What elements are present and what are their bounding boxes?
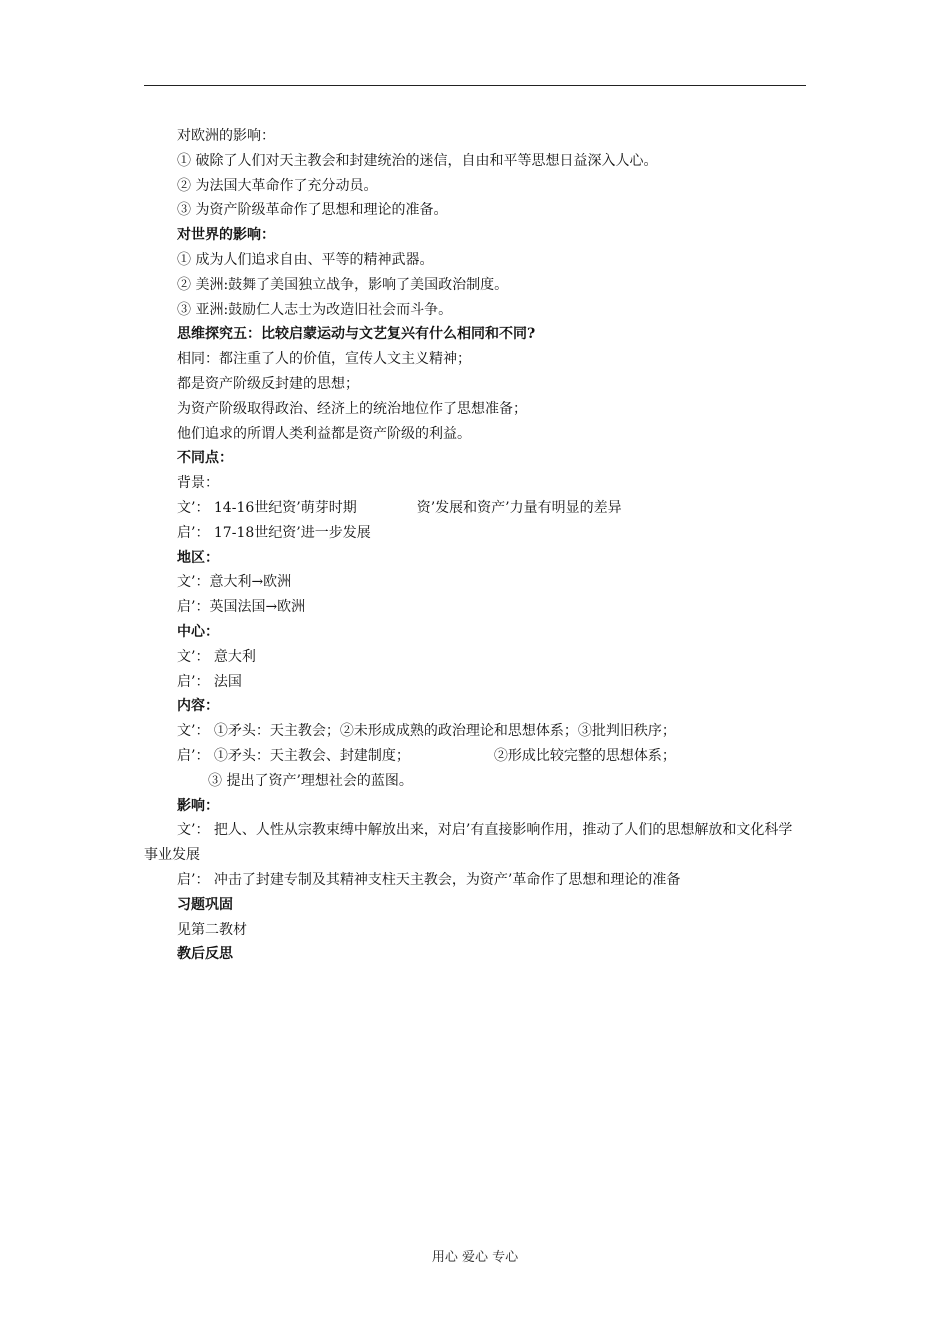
region-renaissance: 文’：意大利→欧洲 <box>177 574 292 591</box>
page-footer: 用心 爱心 专心 <box>431 1250 519 1265</box>
difference-heading: 不同点： <box>177 450 233 467</box>
impact-renaissance: 文’： 把人、人性从宗教束缚中解放出来，对启’有直接影响作用，推动了人们的思想解放和文化科学事业发展 <box>144 822 793 864</box>
center-renaissance: 文’： 意大利 <box>177 648 256 665</box>
same-point-4: 他们追求的所谓人类利益都是资产阶级的利益。 <box>177 425 471 442</box>
exercise-heading: 习题巩固 <box>177 896 233 913</box>
region-enlightenment: 启’：英国法国→欧洲 <box>177 599 306 616</box>
background-enlightenment: 启’： 17-18世纪资’进一步发展 <box>177 524 371 541</box>
center-enlightenment: 启’： 法国 <box>177 673 242 690</box>
same-point-2: 都是资产阶级反封建的思想； <box>177 375 359 392</box>
europe-heading: 对欧洲的影响： <box>177 128 275 144</box>
center-heading: 中心： <box>177 623 219 640</box>
same-point-1: 相同：都注重了人的价值，宣传人文主义精神； <box>177 351 471 368</box>
explore-five-heading: 思维探究五：比较启蒙运动与文艺复兴有什么相同和不同? <box>177 326 536 343</box>
content-enlightenment-part-2: ②形成比较完整的思想体系； <box>493 747 676 764</box>
world-point-2: ② 美洲:鼓舞了美国独立战争，影响了美国政治制度。 <box>177 276 509 293</box>
content-heading: 内容： <box>177 698 219 715</box>
document-body <box>144 124 806 967</box>
background-renaissance <box>144 496 806 521</box>
region-heading: 地区： <box>177 549 219 566</box>
impact-enlightenment: 启’： 冲击了封建专制及其精神支柱天主教会，为资产’革命作了思想和理论的准备 <box>177 871 681 888</box>
exercise-text: 见第二教材 <box>177 921 247 938</box>
background-heading: 背景： <box>177 475 219 492</box>
content-enlightenment <box>144 744 806 769</box>
world-point-1: ① 成为人们追求自由、平等的精神武器。 <box>177 251 434 268</box>
content-enlightenment-part-3: ③ 提出了资产’理想社会的蓝图。 <box>208 772 413 789</box>
background-difference-note: 资’发展和资产’力量有明显的差异 <box>416 499 622 516</box>
impact-heading: 影响： <box>177 797 219 814</box>
same-point-3: 为资产阶级取得政治、经济上的统治地位作了思想准备； <box>177 400 527 417</box>
europe-point-2: ② 为法国大革命作了充分动员。 <box>177 177 378 194</box>
europe-point-1: ① 破除了人们对天主教会和封建统治的迷信，自由和平等思想日益深入人心。 <box>177 152 658 169</box>
content-renaissance: 文’： ①矛头：天主教会；②未形成成熟的政治理论和思想体系；③批判旧秩序； <box>177 723 676 740</box>
background-renaissance-text: 文’： 14-16世纪资’萌芽时期 <box>177 499 357 516</box>
world-point-3: ③ 亚洲:鼓励仁人志士为改造旧社会而斗争。 <box>177 301 453 318</box>
europe-point-3: ③ 为资产阶级革命作了思想和理论的准备。 <box>177 202 448 219</box>
world-heading: 对世界的影响： <box>177 227 275 244</box>
content-enlightenment-part-1: 启’： ①矛头：天主教会、封建制度； <box>177 747 410 764</box>
reflection-heading: 教后反思 <box>177 946 233 963</box>
header-rule <box>144 85 806 86</box>
